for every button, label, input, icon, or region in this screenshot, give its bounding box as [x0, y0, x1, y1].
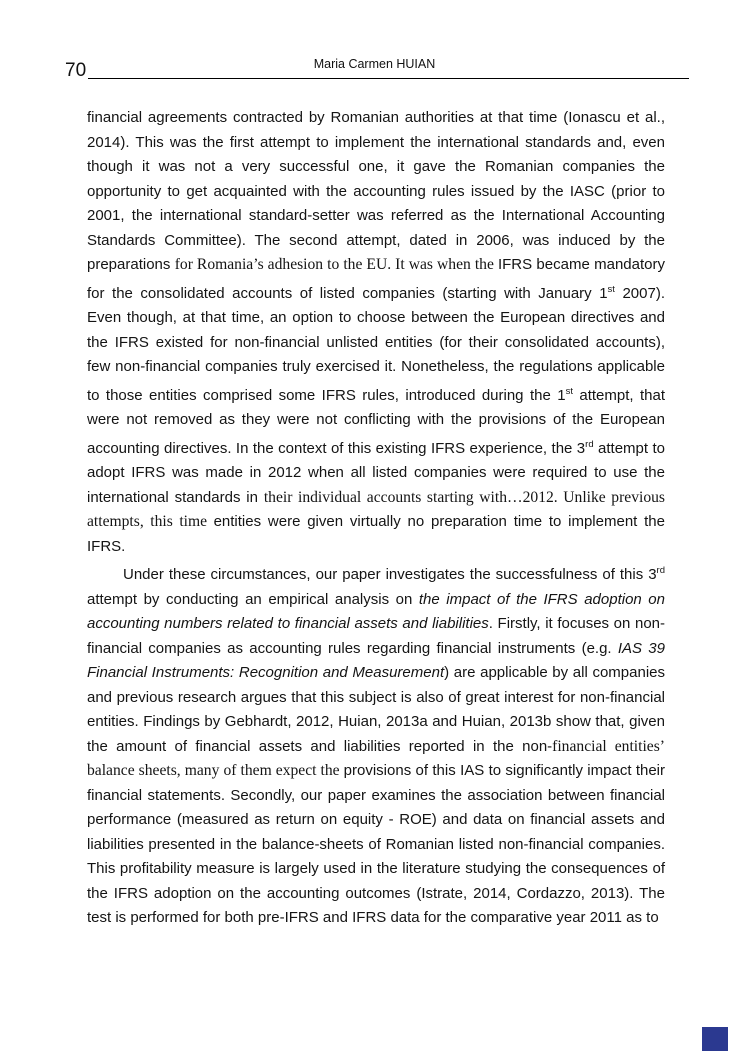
text-run-sup: st	[565, 385, 573, 397]
text-run-sans: attempt, that were not removed as they were not conflicting with the provisions of the European accounting directives. In the context of this existing IFRS experience, the 3	[87, 386, 665, 457]
text-run-italic: the impact of the IFRS adoption on accounting numbers related to financial assets and liabilities	[87, 590, 665, 632]
text-run-sans: provisions of this IAS to significantly impact their financial statements. Secondly, our paper examines the association between financial performance (measured as return on equity - ROE) and data on financial assets and liabilities presented in the balance-sheets of Romanian listed non-financial companies. This profitability measure is largely used in the literature studying the consequences of the IFRS adoption on the accounting outcomes (Istrate, 2014, Cordazzo, 2013). The test is performed for both pre-IFRS and IFRS data for the comparative year 2011 as to	[87, 762, 666, 926]
page-number: 70	[65, 60, 87, 81]
running-head: Maria Carmen HUIAN	[313, 57, 436, 71]
text-run-sans: attempt to adopt IFRS was made in 2012 when all listed companies were required to use the international standards in	[87, 439, 666, 506]
page-body	[87, 106, 665, 931]
text-run-sans: financial agreements contracted by Romanian authorities at that time (Ionascu et al., 2014). This was the first attempt to implement the international standards and, even though it was not a very successful one, it gave the Romanian companies the opportunity to get acquainted with the accounting rules issued by the IASC (prior to 2001, the international standard-setter was referred as the International Accounting Standards Committee). The second attempt, dated in 2006, was induced by the preparations	[87, 109, 665, 273]
text-run-sans: ) are applicable by all companies and previous research argues that this subject is also of great interest for non-financial entities. Findings by Gebhardt, 2012, Huian, 2013a and Huian, 2013b show that, given the amount of financial assets and liabilities reported in the non-	[87, 664, 665, 755]
paragraph	[87, 106, 665, 559]
text-run-serif: for Romania’s adhesion to the EU. It was when the	[174, 256, 498, 273]
text-run-sans: attempt by conducting an empirical analysis on	[87, 590, 419, 608]
text-run-italic: IAS 39 Financial Instruments: Recognition and Measurement	[87, 639, 665, 681]
text-run-sans: Under these circumstances, our paper investigates the successfulness of this 3	[123, 566, 657, 583]
text-run-sup: rd	[585, 438, 594, 450]
header-rule	[88, 78, 689, 79]
text-run-sup: st	[607, 283, 615, 295]
text-run-sans: IFRS became mandatory for the consolidated accounts of listed companies (starting with January 1	[87, 256, 665, 302]
text-run-serif: financial entities’ balance sheets, many of them expect the	[87, 737, 665, 779]
text-run-sans: entities were given virtually no preparation time to implement the IFRS.	[87, 513, 665, 555]
text-run-sans: 2007). Even though, at that time, an option to choose between the European directives and the IFRS existed for non-financial unlisted entities (for their consolidated accounts), few non-financial companies truly exercised it. Nonetheless, the regulations applicable to those entities comprised some IFRS rules, introduced during the 1	[87, 284, 665, 404]
corner-marker	[702, 1027, 728, 1051]
text-run-sans: . Firstly, it focuses on non-financial companies as accounting rules regarding financial instruments (e.g.	[87, 615, 666, 657]
text-run-sup: rd	[656, 565, 665, 576]
paragraph	[87, 559, 665, 931]
text-run-serif: their individual accounts starting with…2012. Unlike previous attempts, this time	[87, 488, 665, 530]
